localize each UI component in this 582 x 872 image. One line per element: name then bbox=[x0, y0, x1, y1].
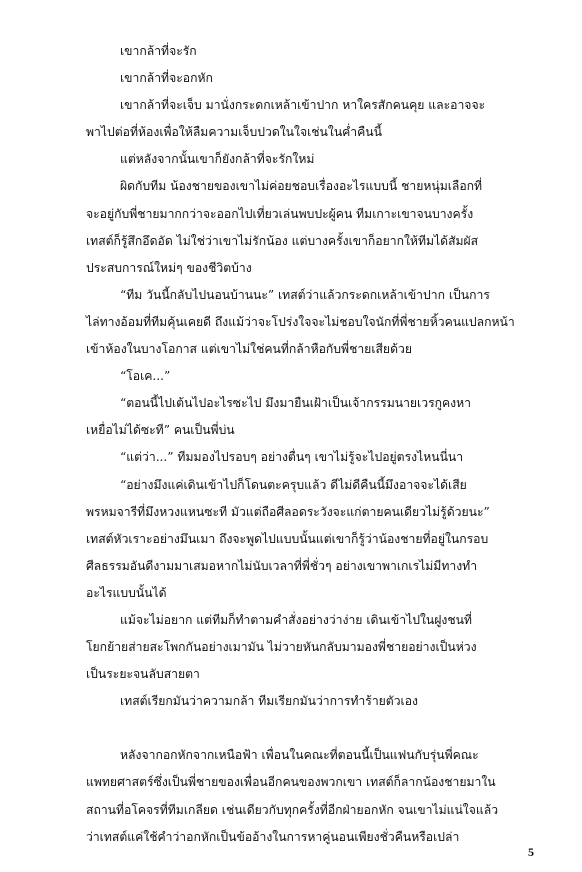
page-number: 5 bbox=[528, 845, 534, 859]
text-line: แม้จะไม่อยาก แต่ทีมก็ทำตามคำสั่งอย่างว่าง่าย เดินเข้าไปในฝูงชนที่ bbox=[120, 612, 472, 627]
text-line: เป็นระยะจนลับสายตา bbox=[86, 667, 200, 682]
paragraph bbox=[86, 742, 538, 850]
text-line: เหยื่อไม่ได้ซะที” คนเป็นพี่บ่น bbox=[86, 423, 235, 438]
paragraph bbox=[86, 444, 538, 471]
text-line: “โอเค...” bbox=[120, 369, 171, 384]
text-line: ไล่ทางอ้อมที่ทีมคุ้นเคยดี ถึงแม้ว่าจะโปร่งใจจะไม่ชอบใจนักที่พี่ชายหิ้วคนแปลกหน้า bbox=[86, 314, 515, 329]
paragraph bbox=[86, 92, 538, 146]
text-line: แพทยศาสตร์ซึ่งเป็นพี่ชายของเพื่อนอีกคนของพวกเขา เทสต์ก็ลากน้องชายมาใน bbox=[86, 775, 496, 790]
text-line: พรหมจารีที่มึงหวงแหนซะที มัวแต่ถือศีลอดระวังจะแก่ตายคนเดียวไม่รู้ด้วยนะ” bbox=[86, 504, 490, 519]
paragraph bbox=[86, 38, 538, 65]
paragraph bbox=[86, 607, 538, 688]
text-line: เขากล้าที่จะเจ็บ มานั่งกระดกเหล้าเข้าปาก หาใครสักคนคุย และอาจจะ bbox=[120, 98, 486, 113]
text-line: เขากล้าที่จะรัก bbox=[120, 44, 197, 58]
text-line: เทสต์หัวเราะอย่างมึนเมา ถึงจะพูดไปแบบนั้นแต่เขาก็รู้ว่าน้องชายที่อยู่ในกรอบ bbox=[86, 531, 489, 546]
text-line: เทสต์ก็รู้สึกอึดอัด ไม่ใช่ว่าเขาไม่รักน้อง แต่บางครั้งเขาก็อยากให้ทีมได้สัมผัส bbox=[86, 233, 479, 248]
text-line: ประสบการณ์ใหม่ๆ ของชีวิตบ้าง bbox=[86, 260, 252, 275]
body-text bbox=[86, 38, 538, 851]
text-line: “แต่ว่า...” ทีมมองไปรอบๆ อย่างตื่นๆ เขาไม่รู้จะไปอยู่ตรงไหนนี่นา bbox=[120, 450, 464, 465]
paragraph bbox=[86, 472, 538, 607]
text-line: “ทีม วันนี้กลับไปนอนบ้านนะ” เทสต์ว่าแล้วกระดกเหล้าเข้าปาก เป็นการ bbox=[120, 287, 490, 302]
text-line: “อย่างมึงแค่เดินเข้าไปก็โดนตะครุบแล้ว ดีไม่ดีคืนนี้มึงอาจจะได้เสีย bbox=[120, 477, 467, 492]
paragraph bbox=[86, 363, 538, 390]
paragraph bbox=[86, 688, 538, 715]
paragraph bbox=[86, 282, 538, 363]
text-line: เทสต์เรียกมันว่าความกล้า ทีมเรียกมันว่าการทำร้ายตัวเอง bbox=[120, 694, 418, 709]
text-line: พาไปต่อที่ห้องเพื่อให้ลืมความเจ็บปวดในใจเช่นในค่ำคืนนี้ bbox=[86, 125, 382, 140]
text-line: ว่าเทสต์แค่ใช้คำว่าอกหักเป็นข้ออ้างในการหาคู่นอนเพียงชั่วคืนหรือเปล่า bbox=[86, 829, 460, 844]
text-line: อะไรแบบนั้นได้ bbox=[86, 585, 167, 600]
text-line: หลังจากอกหักจากเหนือฟ้า เพื่อนในคณะที่ตอนนี้เป็นแฟนกับรุ่นพี่คณะ bbox=[120, 748, 479, 763]
text-line: ศีลธรรมอันดีงามมาเสมอหากไม่นับเวลาที่พี่ชั่วๆ อย่างเขาพาเกเรไม่มีทางทำ bbox=[86, 558, 478, 573]
paragraph bbox=[86, 65, 538, 92]
text-line: ผิดกับทีม น้องชายของเขาไม่ค่อยชอบเรื่องอะไรแบบนี้ ชายหนุ่มเลือกที่ bbox=[120, 179, 483, 194]
text-line: สถานที่อโคจรที่ทีมเกลียด เช่นเดียวกับทุกครั้งที่อีกฝ่ายอกหัก จนเขาไม่แน่ใจแล้ว bbox=[86, 802, 499, 817]
text-line: โยกย้ายส่ายสะโพกกันอย่างเมามัน ไม่วายหันกลับมามองพี่ชายอย่างเป็นห่วง bbox=[86, 640, 477, 655]
paragraph bbox=[86, 173, 538, 281]
paragraph bbox=[86, 390, 538, 444]
text-line: เข้าห้องในบางโอกาส แต่เขาไม่ใช่คนที่กล้าหือกับพี่ชายเสียด้วย bbox=[86, 342, 412, 357]
paragraph bbox=[86, 146, 538, 173]
text-line: เขากล้าที่จะอกหัก bbox=[120, 71, 213, 86]
text-line: จะอยู่กับพี่ชายมากกว่าจะออกไปเที่ยวเล่นพบปะผู้คน ทีมเกาะเขาจนบางครั้ง bbox=[86, 206, 474, 221]
section-break bbox=[86, 715, 538, 742]
text-line: แต่หลังจากนั้นเขาก็ยังกล้าที่จะรักใหม่ bbox=[120, 152, 315, 167]
text-line: “ตอนนี้ไปเต้นไปอะไรซะไป มึงมายืนเฝ้าเป็นเจ้ากรรมนายเวรกูคงหา bbox=[120, 396, 471, 411]
